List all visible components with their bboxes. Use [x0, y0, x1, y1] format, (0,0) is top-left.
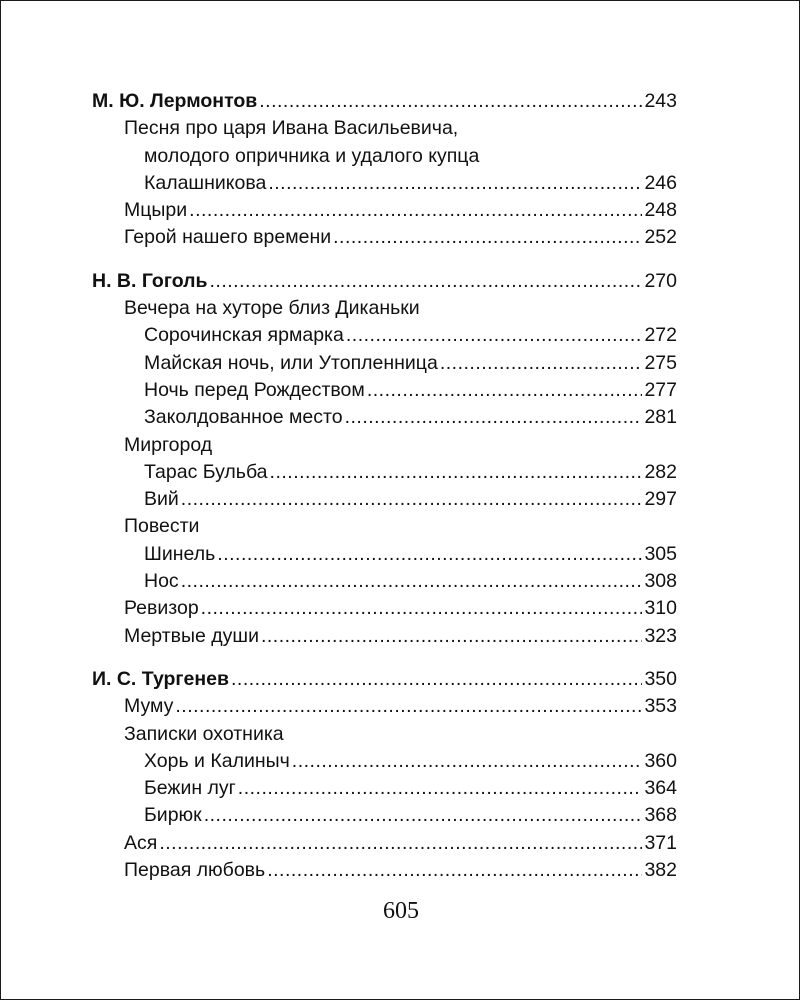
entry-title: Повести	[124, 515, 200, 538]
dot-leader	[210, 268, 643, 295]
toc-entry	[92, 486, 677, 513]
entry-page-number: 371	[644, 831, 677, 854]
entry-title: И. С. Тургенев	[92, 667, 230, 690]
entry-title: Бирюк	[144, 804, 202, 827]
dot-leader	[259, 88, 642, 115]
entry-page-number: 272	[644, 324, 677, 347]
entry-title: Сорочинская ярмарка	[144, 324, 344, 347]
dot-leader	[346, 322, 643, 349]
entry-page-number: 243	[644, 90, 677, 112]
entry-title: Песня про царя Ивана Васильевича,	[124, 117, 459, 140]
entry-title: Герой нашего времени	[124, 226, 332, 249]
toc-subheading	[92, 295, 677, 322]
dot-leader	[261, 623, 642, 650]
entry-title: Мертвые души	[124, 624, 259, 647]
entry-title: Записки охотника	[124, 722, 284, 745]
entry-title: молодого опричника и удалого купца	[144, 144, 480, 167]
entry-page-number: 364	[644, 777, 677, 800]
dot-leader	[175, 693, 642, 720]
entry-title: Ночь перед Рождеством	[144, 378, 365, 401]
toc-entry	[92, 377, 677, 404]
dot-leader	[440, 350, 643, 377]
entry-title: Нос	[144, 570, 179, 593]
toc-entry	[92, 404, 677, 431]
dot-leader	[181, 568, 643, 595]
author-heading	[92, 268, 677, 295]
entry-title: Тарас Бульба	[144, 460, 268, 483]
toc-entry	[92, 197, 677, 224]
entry-title: Бежин луг	[144, 777, 236, 800]
page-number: 605	[383, 898, 419, 924]
toc-entry	[92, 748, 677, 775]
dot-leader	[217, 541, 642, 568]
entry-page-number: 246	[644, 171, 677, 194]
toc-entry	[92, 623, 677, 650]
toc-entry	[92, 322, 677, 349]
dot-leader	[189, 197, 642, 224]
dot-leader	[181, 486, 643, 513]
toc-entry	[92, 459, 677, 486]
entry-title: Вечера на хуторе близ Диканьки	[124, 297, 420, 320]
entry-title: Майская ночь, или Утопленница	[144, 351, 438, 374]
toc-entry	[92, 170, 677, 197]
dot-leader	[201, 595, 643, 622]
author-heading	[92, 666, 677, 693]
dot-leader	[333, 224, 642, 251]
entry-title: Первая любовь	[124, 859, 266, 882]
toc-entry	[92, 802, 677, 829]
entry-page-number: 353	[644, 695, 677, 718]
table-of-contents	[92, 88, 677, 884]
toc-entry	[92, 693, 677, 720]
entry-title: Хорь и Калиныч	[144, 749, 290, 772]
toc-entry	[92, 775, 677, 802]
entry-page-number: 368	[644, 804, 677, 827]
dot-leader	[159, 830, 642, 857]
toc-entry	[92, 830, 677, 857]
dot-leader	[267, 857, 642, 884]
entry-title: Шинель	[144, 542, 216, 565]
toc-entry	[92, 541, 677, 568]
entry-title: Вий	[144, 488, 179, 511]
entry-page-number: 382	[644, 859, 677, 882]
entry-page-number: 350	[644, 667, 677, 690]
toc-subheading	[92, 721, 677, 748]
entry-title-line	[92, 115, 677, 142]
entry-title: Муму	[124, 695, 174, 718]
entry-page-number: 277	[644, 378, 677, 401]
entry-title: Калашникова	[144, 171, 267, 194]
dot-leader	[345, 404, 643, 431]
entry-title: Ревизор	[124, 597, 199, 620]
entry-page-number: 252	[644, 226, 677, 249]
entry-page-number: 310	[644, 597, 677, 620]
entry-page-number: 305	[644, 542, 677, 565]
dot-leader	[268, 170, 642, 197]
author-heading	[92, 88, 677, 115]
entry-page-number: 248	[644, 199, 677, 222]
entry-title: Ася	[124, 831, 158, 854]
entry-page-number: 270	[644, 269, 677, 292]
entry-page-number: 360	[644, 749, 677, 772]
toc-subheading	[92, 513, 677, 540]
entry-page-number: 323	[644, 624, 677, 647]
toc-entry	[92, 224, 677, 251]
dot-leader	[238, 775, 643, 802]
entry-page-number: 281	[644, 406, 677, 429]
entry-page-number: 308	[644, 570, 677, 593]
toc-entry	[92, 595, 677, 622]
entry-page-number: 297	[644, 488, 677, 511]
toc-entry	[92, 568, 677, 595]
entry-title: Миргород	[124, 433, 213, 456]
entry-page-number: 275	[644, 351, 677, 374]
dot-leader	[231, 666, 642, 693]
dot-leader	[204, 802, 643, 829]
toc-entry	[92, 857, 677, 884]
entry-title: Н. В. Гоголь	[92, 269, 208, 292]
dot-leader	[367, 377, 643, 404]
entry-title: Мцыри	[124, 199, 188, 222]
toc-subheading	[92, 432, 677, 459]
entry-page-number: 282	[644, 460, 677, 483]
dot-leader	[270, 459, 643, 486]
entry-title: Заколдованное место	[144, 406, 343, 429]
entry-title-line	[92, 143, 677, 170]
toc-entry	[92, 350, 677, 377]
entry-title: М. Ю. Лермонтов	[92, 90, 258, 112]
dot-leader	[292, 748, 643, 775]
